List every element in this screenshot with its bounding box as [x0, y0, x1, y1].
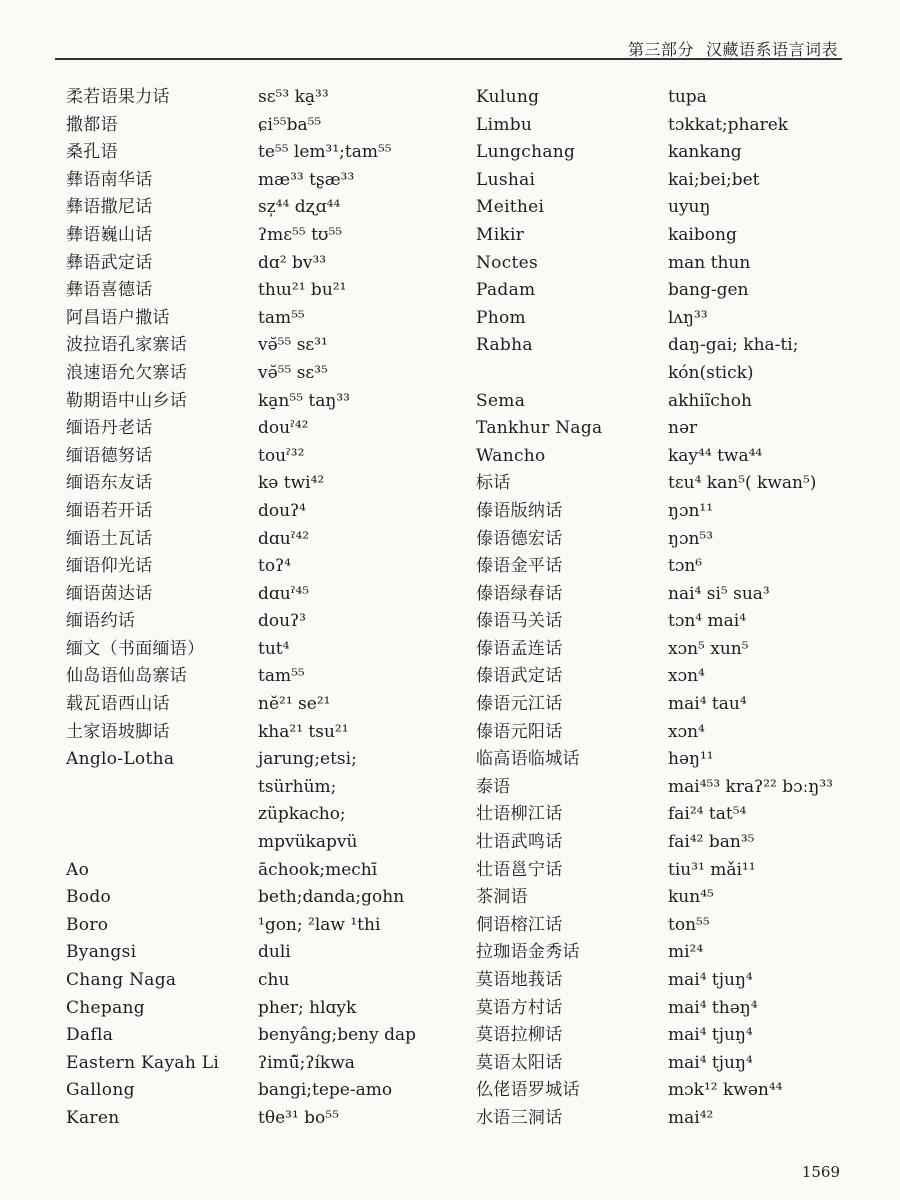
- language-name: 阿昌语户撒话: [66, 307, 170, 328]
- word-form: tɛu⁴ kan⁵( kwan⁵): [668, 473, 817, 494]
- word-form: douʔ⁴: [258, 500, 306, 521]
- word-form: beth;danda;gohn: [258, 887, 405, 908]
- word-form: bangi;tepe-amo: [258, 1080, 393, 1101]
- language-name: Karen: [66, 1107, 120, 1128]
- word-form: tiu³¹ mǎi¹¹: [668, 859, 756, 880]
- word-form: sɛ⁵³ ka̠³³: [258, 87, 329, 107]
- word-form: ¹gon; ²law ¹thi: [258, 914, 381, 935]
- word-form: lʌŋ³³: [668, 307, 708, 328]
- language-name: Byangsi: [66, 942, 137, 963]
- language-name: Mikir: [476, 224, 525, 245]
- language-name: Noctes: [476, 252, 539, 273]
- language-name: 壮语武鸣话: [476, 832, 563, 853]
- word-form: mai⁴ tjuŋ⁴: [668, 1025, 753, 1046]
- left-form-column: [258, 84, 473, 1133]
- page-number: 1569: [801, 1163, 840, 1181]
- word-form: kay⁴⁴ twa⁴⁴: [668, 445, 763, 466]
- word-form: tut⁴: [258, 638, 290, 659]
- word-form: chu: [258, 970, 290, 990]
- word-form: benyâng;beny dap: [258, 1025, 416, 1046]
- word-form: nǝr: [668, 418, 698, 439]
- language-name: Chepang: [66, 997, 145, 1018]
- word-form: kha²¹ tsu²¹: [258, 721, 349, 742]
- language-name: 彝语南华话: [66, 169, 153, 190]
- language-name: 彝语巍山话: [66, 224, 153, 245]
- header-rule: [55, 58, 842, 60]
- word-form: tupa: [668, 87, 707, 107]
- language-name: 缅语约话: [66, 611, 136, 632]
- word-form: vǝ̆⁵⁵ sɛ³⁵: [258, 362, 328, 383]
- language-name: 勒期语中山乡话: [66, 390, 188, 411]
- word-form: mæ³³ tʂæ³³: [258, 169, 355, 190]
- language-name: 缅语东友话: [66, 473, 153, 494]
- language-name: 泰语: [476, 776, 511, 797]
- language-name: 浪速语允欠寨话: [66, 362, 188, 383]
- language-name: 缅语仰光话: [66, 556, 153, 577]
- language-name: 壮语邕宁话: [476, 859, 563, 880]
- language-name: [66, 801, 256, 829]
- language-name: 傣语武定话: [476, 666, 563, 687]
- word-form: mai⁴⁵³ kraʔ²² bɔːŋ³³: [668, 776, 833, 797]
- word-form: mai⁴ thəŋ⁴: [668, 997, 758, 1018]
- language-name: 缅文（书面缅语）: [66, 638, 205, 659]
- word-form: kǝ twi⁴²: [258, 473, 325, 494]
- language-name: 水语三洞话: [476, 1107, 563, 1128]
- language-name: [66, 774, 256, 802]
- language-name: 临高语临城话: [476, 749, 580, 770]
- word-form: jarung;etsi;: [258, 749, 357, 770]
- language-name: 傣语绿春话: [476, 583, 563, 604]
- language-name: 土家语坡脚话: [66, 721, 170, 742]
- language-name: [476, 360, 666, 388]
- language-name: 莫语地莪话: [476, 970, 563, 990]
- word-form: kai;bei;bet: [668, 169, 760, 190]
- language-name: 撒都语: [66, 114, 118, 135]
- language-name: 柔若语果力话: [66, 87, 170, 107]
- language-name: Limbu: [476, 114, 533, 135]
- word-form: toʔ⁴: [258, 556, 291, 577]
- language-name: 缅语若开话: [66, 500, 153, 521]
- word-form: dɑuˀ⁴²: [258, 528, 310, 549]
- word-form: nĕ²¹ se²¹: [258, 694, 331, 715]
- language-name: Lushai: [476, 169, 536, 190]
- language-name: Rabha: [476, 335, 533, 356]
- word-form: mai⁴ tjuŋ⁴: [668, 1052, 753, 1073]
- language-name: 莫语拉柳话: [476, 1025, 563, 1046]
- language-name: [66, 829, 256, 857]
- word-form: kón(stick): [668, 362, 754, 383]
- word-form: kun⁴⁵: [668, 887, 714, 908]
- word-form: daŋ-gai; kha-ti;: [668, 335, 799, 356]
- language-name: 彝语武定话: [66, 252, 153, 273]
- word-form: mai⁴ tau⁴: [668, 694, 747, 715]
- language-name: Wancho: [476, 445, 546, 466]
- language-name: 壮语柳江话: [476, 804, 563, 825]
- language-name: Eastern Kayah Li: [66, 1052, 220, 1073]
- word-form: douʔ³: [258, 611, 306, 632]
- word-form: ton⁵⁵: [668, 914, 710, 935]
- language-name: Bodo: [66, 887, 112, 908]
- language-name: 彝语喜德话: [66, 280, 153, 301]
- language-name: 缅语茵达话: [66, 583, 153, 604]
- word-form: touˀ³²: [258, 445, 305, 466]
- language-name: 侗语榕江话: [476, 914, 563, 935]
- word-form: ʔimū̃;ʔíkwa: [258, 1052, 355, 1073]
- language-name: Phom: [476, 307, 526, 328]
- word-form: xɔn⁴: [668, 666, 705, 687]
- word-form: fai²⁴ tat⁵⁴: [668, 804, 747, 825]
- word-form: xɔn⁴: [668, 721, 705, 742]
- word-form: uyuŋ: [668, 197, 711, 218]
- word-form: tsürhüm;: [258, 776, 337, 797]
- word-form: thɯ²¹ bu²¹: [258, 280, 347, 301]
- language-name: 傣语元江话: [476, 694, 563, 715]
- language-name: 傣语马关话: [476, 611, 563, 632]
- word-form: ŋɔn⁵³: [668, 528, 714, 549]
- right-language-column: [476, 84, 666, 1133]
- language-name: 傣语版纳话: [476, 500, 563, 521]
- word-form: douˀ⁴²: [258, 418, 309, 439]
- language-name: 莫语方村话: [476, 997, 563, 1018]
- word-form: dɑ² bv³³: [258, 252, 327, 273]
- word-form: kankang: [668, 142, 742, 163]
- language-name: 桑孔语: [66, 142, 118, 163]
- word-form: mai⁴ tjuŋ⁴: [668, 970, 753, 990]
- language-name: Dafla: [66, 1025, 114, 1046]
- word-form: xɔn⁵ xun⁵: [668, 638, 749, 659]
- word-form: tɔkkat;pharek: [668, 114, 789, 135]
- language-name: 莫语太阳话: [476, 1052, 563, 1073]
- word-form: mpvükapvü: [258, 832, 358, 853]
- word-form: ɕi⁵⁵ba⁵⁵: [258, 114, 322, 135]
- language-name: Chang Naga: [66, 970, 177, 990]
- language-name: 傣语元阳话: [476, 721, 563, 742]
- language-name: 仙岛语仙岛寨话: [66, 666, 188, 687]
- language-name: 标话: [476, 473, 511, 494]
- language-name: Meithei: [476, 197, 545, 218]
- language-name: Boro: [66, 914, 109, 935]
- language-name: 茶洞语: [476, 887, 528, 908]
- language-name: 缅语德努话: [66, 445, 153, 466]
- language-name: 傣语金平话: [476, 556, 563, 577]
- language-name: 仫佬语罗城话: [476, 1080, 580, 1101]
- word-form: mai⁴²: [668, 1107, 714, 1128]
- word-form: tam⁵⁵: [258, 666, 305, 687]
- word-form: nai⁴ si⁵ sua³: [668, 583, 770, 604]
- language-name: 彝语撒尼话: [66, 197, 153, 218]
- word-form: pher; hlɑyk: [258, 997, 357, 1018]
- word-form: ŋɔn¹¹: [668, 500, 714, 521]
- word-form: tam⁵⁵: [258, 307, 305, 328]
- right-form-column: [668, 84, 873, 1133]
- word-form: mi²⁴: [668, 942, 704, 963]
- running-header: [628, 37, 838, 60]
- word-form: kaibong: [668, 224, 737, 245]
- word-form: duli: [258, 942, 291, 963]
- language-name: Lungchang: [476, 142, 576, 163]
- word-form: vǝ̆⁵⁵ sɛ³¹: [258, 335, 328, 356]
- word-form: dɑuˀ⁴⁵: [258, 583, 310, 604]
- language-name: 载瓦语西山话: [66, 694, 170, 715]
- language-name: Anglo-Lotha: [66, 749, 175, 770]
- word-form: ʔmɛ⁵⁵ tʊ⁵⁵: [258, 224, 343, 245]
- language-name: 波拉语孔家寨话: [66, 335, 188, 356]
- word-form: te⁵⁵ lem³¹;tam⁵⁵: [258, 142, 392, 163]
- language-name: Sema: [476, 390, 526, 411]
- language-name: Padam: [476, 280, 536, 301]
- language-name: Gallong: [66, 1080, 135, 1101]
- section-title: 汉藏语系语言词表: [705, 40, 838, 59]
- word-form: ka̠n⁵⁵ taŋ³³: [258, 390, 350, 411]
- word-form: həŋ¹¹: [668, 749, 714, 770]
- word-form: mɔk¹² kwən⁴⁴: [668, 1080, 783, 1101]
- word-form: man thun: [668, 252, 751, 273]
- part-label: 第三部分: [627, 40, 694, 59]
- language-name: 拉珈语金秀话: [476, 942, 580, 963]
- language-name: 傣语德宏话: [476, 528, 563, 549]
- word-form: züpkacho;: [258, 804, 346, 825]
- word-form: āchook;mechī: [258, 859, 378, 880]
- left-language-column: [66, 84, 256, 1133]
- word-form: akhiĩchoh: [668, 390, 752, 411]
- word-form: tɔn⁴ mai⁴: [668, 611, 747, 632]
- language-name: Kulung: [476, 87, 540, 107]
- word-form: fai⁴² ban³⁵: [668, 832, 755, 853]
- word-form: tθe³¹ bo⁵⁵: [258, 1107, 339, 1128]
- word-form: bang-gen: [668, 280, 749, 301]
- word-form: tɔn⁶: [668, 556, 703, 577]
- language-name: Ao: [66, 859, 90, 880]
- language-name: 缅语土瓦话: [66, 528, 153, 549]
- language-name: 缅语丹老话: [66, 418, 153, 439]
- word-form: sz̩⁴⁴ dʐɑ⁴⁴: [258, 197, 341, 218]
- language-name: Tankhur Naga: [476, 418, 603, 439]
- language-name: 傣语孟连话: [476, 638, 563, 659]
